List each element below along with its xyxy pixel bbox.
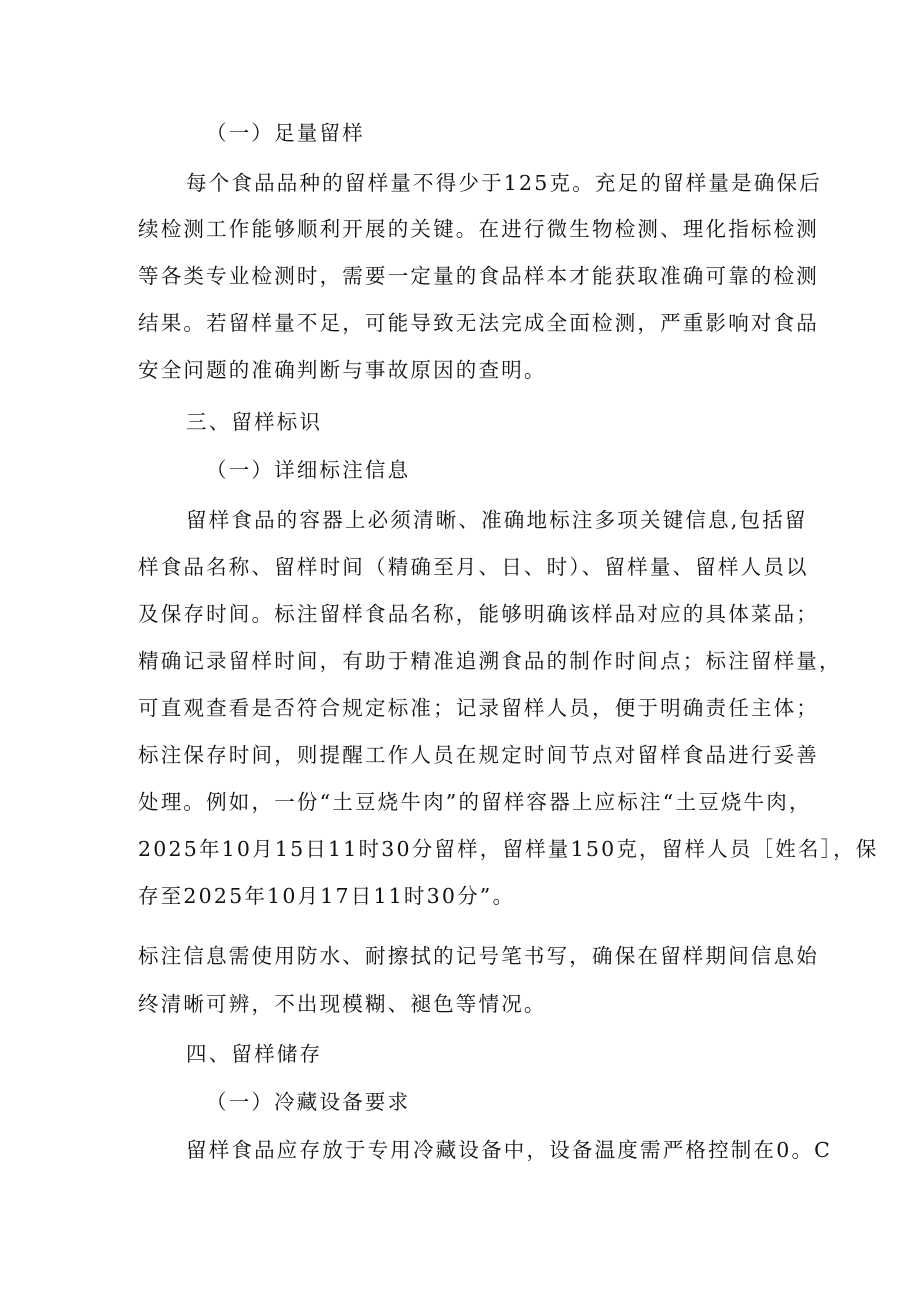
paragraph-line: 结果。若留样量不足，可能导致无法完成全面检测，严重影响对食品 — [138, 311, 819, 335]
paragraph-line: 标注保存时间，则提醒工作人员在规定时间节点对留样食品进行妥善 — [138, 743, 819, 767]
paragraph-line: 续检测工作能够顺利开展的关键。在进行微生物检测、理化指标检测 — [138, 217, 819, 241]
paragraph-line: 留样食品应存放于专用冷藏设备中，设备温度需严格控制在0。C — [186, 1138, 833, 1162]
paragraph-line: 终清晰可辨，不出现模糊、褪色等情况。 — [138, 992, 547, 1016]
paragraph-line: 安全问题的准确判断与事故原因的查明。 — [138, 358, 547, 382]
subsection-heading-refrigeration-requirements: （一）冷藏设备要求 — [206, 1090, 411, 1114]
paragraph-line: 精确记录留样时间，有助于精准追溯食品的制作时间点；标注留样量， — [138, 649, 842, 673]
paragraph-line: 存至2025年10月17日11时30分”。 — [138, 884, 516, 908]
paragraph-line: 可直观查看是否符合规定标准；记录留样人员，便于明确责任主体； — [138, 696, 819, 720]
paragraph-line: 2025年10月15日11时30分留样，留样量150克，留样人员［姓名］，保 — [138, 837, 879, 861]
section-heading-sample-labeling: 三、留样标识 — [186, 410, 323, 434]
paragraph-line: 及保存时间。标注留样食品名称，能够明确该样品对应的具体菜品； — [138, 602, 819, 626]
section-heading-sample-storage: 四、留样储存 — [186, 1042, 323, 1066]
paragraph-line: 处理。例如，一份“土豆烧牛肉”的留样容器上应标注“土豆烧牛肉， — [138, 790, 812, 814]
paragraph-line: 等各类专业检测时，需要一定量的食品样本才能获取准确可靠的检测 — [138, 264, 819, 288]
subsection-heading-detailed-label-info: （一）详细标注信息 — [206, 458, 411, 482]
paragraph-line: 样食品名称、留样时间（精确至月、日、时）、留样量、留样人员以 — [138, 555, 809, 579]
subsection-heading-sufficient-sample: （一）足量留样 — [206, 121, 365, 145]
paragraph-line: 标注信息需使用防水、耐擦拭的记号笔书写，确保在留样期间信息始 — [138, 944, 819, 968]
paragraph-line: 留样食品的容器上必须清晰、准确地标注多项关键信息,包括留 — [186, 508, 808, 532]
paragraph-line: 每个食品品种的留样量不得少于125克。充足的留样量是确保后 — [186, 171, 822, 195]
